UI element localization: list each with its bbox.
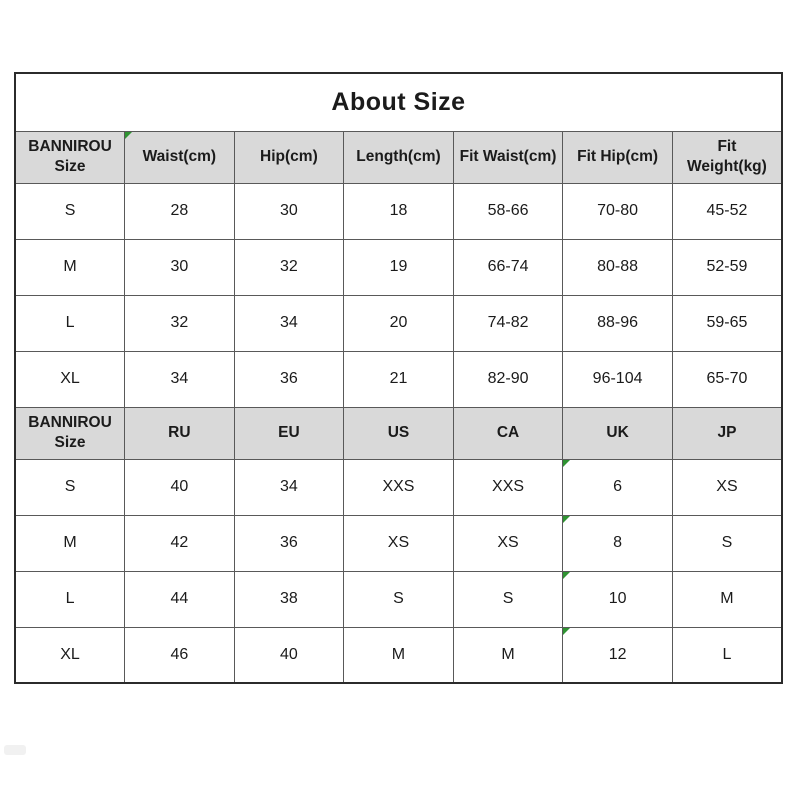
value-cell: 52-59 <box>672 239 782 295</box>
value-cell: 28 <box>125 183 235 239</box>
value-cell: 45-52 <box>672 183 782 239</box>
header-cell-fit-waist-cm: Fit Waist(cm) <box>453 131 563 183</box>
value-cell: 65-70 <box>672 351 782 407</box>
size-table-body <box>15 73 782 683</box>
data-row-1-xl <box>15 351 782 407</box>
page-title: About Size <box>15 73 782 131</box>
value-cell: 88-96 <box>563 295 673 351</box>
row-label-cell: S <box>15 459 125 515</box>
comment-flag-icon <box>563 460 570 467</box>
header-cell-fit-hip-cm: Fit Hip(cm) <box>563 131 673 183</box>
value-cell: XS <box>672 459 782 515</box>
row-label-cell: XL <box>15 351 125 407</box>
comment-flag-icon <box>563 628 570 635</box>
value-cell: 10 <box>563 571 673 627</box>
value-cell: 20 <box>344 295 454 351</box>
value-cell: 34 <box>125 351 235 407</box>
value-cell: 70-80 <box>563 183 673 239</box>
comment-flag-icon <box>563 572 570 579</box>
value-cell: 46 <box>125 627 235 683</box>
value-cell: 74-82 <box>453 295 563 351</box>
header-cell-length-cm: Length(cm) <box>344 131 454 183</box>
value-cell: 80-88 <box>563 239 673 295</box>
row-label-cell: L <box>15 571 125 627</box>
value-cell: 66-74 <box>453 239 563 295</box>
value-cell: S <box>453 571 563 627</box>
size-table <box>14 72 783 684</box>
value-cell: 42 <box>125 515 235 571</box>
value-cell: 34 <box>234 459 344 515</box>
value-cell: 18 <box>344 183 454 239</box>
header-cell-fit-weight-kg: Fit Weight(kg) <box>672 131 782 183</box>
data-row-1-l <box>15 295 782 351</box>
faint-artifact <box>4 745 26 755</box>
header-row-1 <box>15 131 782 183</box>
row-label-cell: M <box>15 239 125 295</box>
value-cell: 36 <box>234 351 344 407</box>
header-cell-us: US <box>344 407 454 459</box>
row-label-cell: XL <box>15 627 125 683</box>
value-cell: 40 <box>234 627 344 683</box>
value-cell: M <box>453 627 563 683</box>
header-cell-ca: CA <box>453 407 563 459</box>
value-cell: XS <box>344 515 454 571</box>
title-row <box>15 73 782 131</box>
value-cell: 12 <box>563 627 673 683</box>
value-cell: 19 <box>344 239 454 295</box>
header-cell-ru: RU <box>125 407 235 459</box>
row-label-cell: L <box>15 295 125 351</box>
header-cell-eu: EU <box>234 407 344 459</box>
data-row-1-m <box>15 239 782 295</box>
header-cell-jp: JP <box>672 407 782 459</box>
value-cell: 38 <box>234 571 344 627</box>
value-cell: XXS <box>344 459 454 515</box>
row-label-cell: S <box>15 183 125 239</box>
value-cell: 8 <box>563 515 673 571</box>
value-cell: 59-65 <box>672 295 782 351</box>
comment-flag-icon <box>125 132 132 139</box>
value-cell: L <box>672 627 782 683</box>
header-cell-bannirou-size: BANNIROU Size <box>15 131 125 183</box>
data-row-1-s <box>15 183 782 239</box>
value-cell: 34 <box>234 295 344 351</box>
value-cell: XS <box>453 515 563 571</box>
value-cell: 6 <box>563 459 673 515</box>
row-label-cell: M <box>15 515 125 571</box>
value-cell: S <box>344 571 454 627</box>
value-cell: 21 <box>344 351 454 407</box>
data-row-2-m <box>15 515 782 571</box>
value-cell: 96-104 <box>563 351 673 407</box>
value-cell: 82-90 <box>453 351 563 407</box>
size-chart-container <box>14 72 783 684</box>
header-row-2 <box>15 407 782 459</box>
value-cell: 32 <box>125 295 235 351</box>
value-cell: 30 <box>125 239 235 295</box>
data-row-2-s <box>15 459 782 515</box>
value-cell: M <box>344 627 454 683</box>
value-cell: 40 <box>125 459 235 515</box>
header-cell-uk: UK <box>563 407 673 459</box>
value-cell: 36 <box>234 515 344 571</box>
value-cell: 58-66 <box>453 183 563 239</box>
value-cell: XXS <box>453 459 563 515</box>
value-cell: 44 <box>125 571 235 627</box>
header-cell-hip-cm: Hip(cm) <box>234 131 344 183</box>
header-cell-waist-cm: Waist(cm) <box>125 131 235 183</box>
data-row-2-xl <box>15 627 782 683</box>
value-cell: M <box>672 571 782 627</box>
value-cell: 32 <box>234 239 344 295</box>
comment-flag-icon <box>563 516 570 523</box>
value-cell: S <box>672 515 782 571</box>
value-cell: 30 <box>234 183 344 239</box>
data-row-2-l <box>15 571 782 627</box>
header-cell-bannirou-size: BANNIROU Size <box>15 407 125 459</box>
